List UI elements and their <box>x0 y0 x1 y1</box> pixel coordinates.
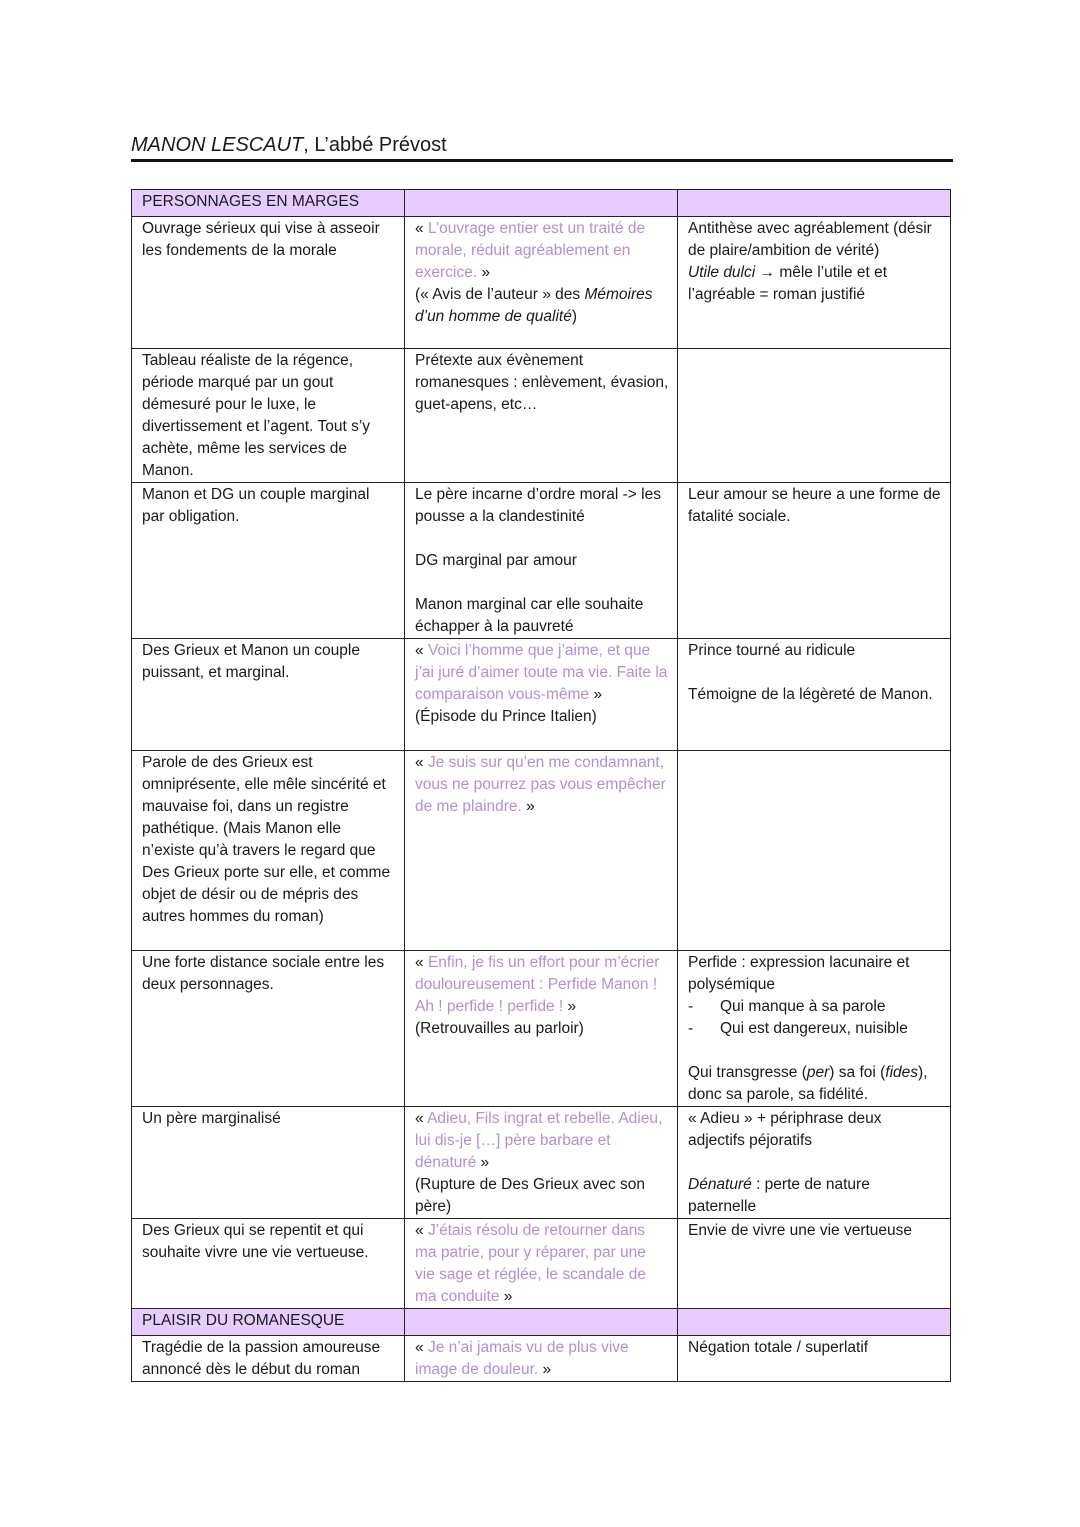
quote-cell: « Voici l’homme que j’aime, et que j’ai juré d’aimer toute ma vie. Faite la comparaison vous-même » (Épisode du Prince Italien) <box>405 639 678 751</box>
quote-cell: « J’étais résolu de retourner dans ma patrie, pour y réparer, par une vie sage et réglée, le scandale de ma conduite » <box>405 1219 678 1309</box>
table-row <box>132 217 951 349</box>
table-row <box>132 1336 951 1382</box>
quote-text: J’étais résolu de retourner dans ma patrie, pour y réparer, par une vie sage et réglée, le scandale de ma conduite <box>415 1222 646 1305</box>
theme-cell: Parole de des Grieux est omniprésente, elle mêle sincérité et mauvaise foi, dans un registre pathétique. (Mais Manon elle n’existe qu’à travers le regard que Des Grieux porte sur elle, et comme objet de désir ou de mépris des autres hommes du roman) <box>132 751 405 951</box>
quote-cell: « Adieu, Fils ingrat et rebelle. Adieu, lui dis-je […] père barbare et dénaturé » (Rupture de Des Grieux avec son père) <box>405 1107 678 1219</box>
quote-text: Je n’ai jamais vu de plus vive image de douleur. <box>415 1339 629 1378</box>
section-heading: PLAISIR DU ROMANESQUE <box>132 1309 405 1336</box>
table-row <box>132 483 951 639</box>
table-row <box>132 1107 951 1219</box>
document-title <box>131 131 953 162</box>
quote-cell: « L’ouvrage entier est un traité de morale, réduit agréablement en exercice. » (« Avis de l’auteur » des Mémoires d’un homme de qualité) <box>405 217 678 349</box>
quote-text: L’ouvrage entier est un traité de morale, réduit agréablement en exercice. <box>415 220 646 281</box>
analysis-cell: Envie de vivre une vie vertueuse <box>678 1219 951 1309</box>
table-row <box>132 1219 951 1309</box>
list-item: - Qui manque à sa parole <box>688 996 942 1018</box>
list-item: - Qui est dangereux, nuisible <box>688 1018 942 1040</box>
analysis-cell: Négation totale / superlatif <box>678 1336 951 1382</box>
analysis-cell: « Adieu » + périphrase deux adjectifs péjoratifs Dénaturé : perte de nature paternelle <box>678 1107 951 1219</box>
analysis-cell: Prince tourné au ridicule Témoigne de la légèreté de Manon. <box>678 639 951 751</box>
analysis-cell <box>678 751 951 951</box>
quote-text: Enfin, je fis un effort pour m’écrier douloureusement : Perfide Manon ! Ah ! perfide ! perfide ! <box>415 954 660 1015</box>
quote-text: Adieu, Fils ingrat et rebelle. Adieu, lui dis-je […] père barbare et dénaturé <box>415 1110 663 1171</box>
theme-cell: Un père marginalisé <box>132 1107 405 1219</box>
quote-text: Voici l’homme que j’aime, et que j’ai juré d’aimer toute ma vie. Faite la comparaison vous-même <box>415 642 668 703</box>
table-row <box>132 751 951 951</box>
table-row <box>132 639 951 751</box>
section-row <box>132 190 951 217</box>
quote-cell: « Enfin, je fis un effort pour m’écrier douloureusement : Perfide Manon ! Ah ! perfide ! perfide ! » (Retrouvailles au parloir) <box>405 951 678 1107</box>
title-work: MANON LESCAUT <box>131 134 304 156</box>
section-row <box>132 1309 951 1336</box>
quote-cell: Prétexte aux évènement romanesques : enlèvement, évasion, guet-apens, etc… <box>405 349 678 483</box>
analysis-cell: Leur amour se heure a une forme de fatalité sociale. <box>678 483 951 639</box>
theme-cell: Manon et DG un couple marginal par obligation. <box>132 483 405 639</box>
theme-cell: Tableau réaliste de la régence, période marqué par un gout démesuré pour le luxe, le divertissement et l’agent. Tout s’y achète, même les services de Manon. <box>132 349 405 483</box>
theme-cell: Tragédie de la passion amoureuse annoncé dès le début du roman <box>132 1336 405 1382</box>
theme-cell: Des Grieux qui se repentit et qui souhaite vivre une vie vertueuse. <box>132 1219 405 1309</box>
notes-table <box>131 189 951 1382</box>
section-heading: PERSONNAGES EN MARGES <box>132 190 405 217</box>
theme-cell: Des Grieux et Manon un couple puissant, et marginal. <box>132 639 405 751</box>
quote-cell: « Je suis sur qu’en me condamnant, vous ne pourrez pas vous empêcher de me plaindre. » <box>405 751 678 951</box>
title-author: , L’abbé Prévost <box>303 134 447 156</box>
quote-cell: Le père incarne d’ordre moral -> les pousse a la clandestinité DG marginal par amour Manon marginal car elle souhaite échapper à la pauvreté <box>405 483 678 639</box>
quote-text: Je suis sur qu’en me condamnant, vous ne pourrez pas vous empêcher de me plaindre. <box>415 754 666 815</box>
analysis-cell <box>678 349 951 483</box>
theme-cell: Une forte distance sociale entre les deux personnages. <box>132 951 405 1107</box>
analysis-cell: Antithèse avec agréablement (désir de plaire/ambition de vérité) Utile dulci → mêle l’utile et et l’agréable = roman justifié <box>678 217 951 349</box>
quote-cell: « Je n’ai jamais vu de plus vive image de douleur. » <box>405 1336 678 1382</box>
table-row <box>132 951 951 1107</box>
analysis-cell: Perfide : expression lacunaire et polysémique - Qui manque à sa parole - Qui est dangereux, nuisible Qui transgresse (per) sa foi (fides), donc sa parole, sa fidélité. <box>678 951 951 1107</box>
theme-cell: Ouvrage sérieux qui vise à asseoir les fondements de la morale <box>132 217 405 349</box>
table-row <box>132 349 951 483</box>
